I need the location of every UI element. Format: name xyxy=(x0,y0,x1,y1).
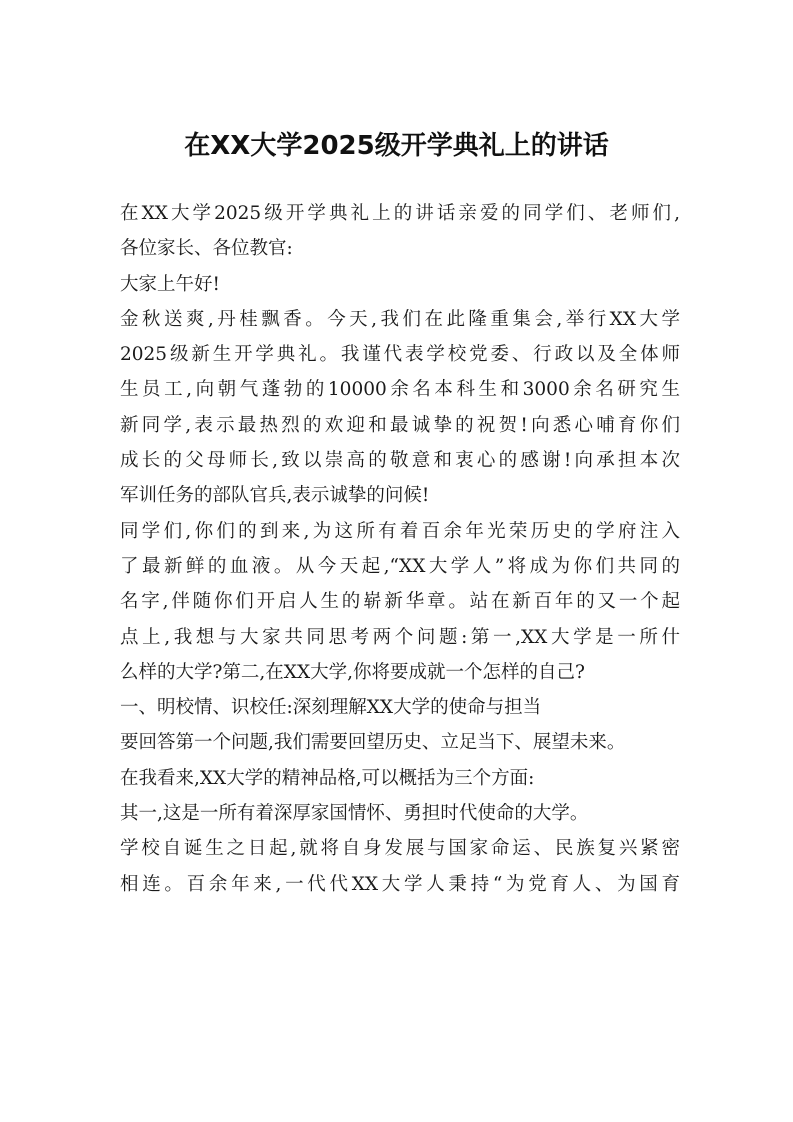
text-line: 点上,我想与大家共同思考两个问题:第一,XX大学是一所什 xyxy=(120,626,680,648)
text-line: 了最新鲜的血液。从今天起,“XX大学人”将成为你们共同的 xyxy=(120,555,680,577)
text-line: 同学们,你们的到来,为这所有着百余年光荣历史的学府注入 xyxy=(120,520,680,542)
text-line: 名字,伴随你们开启人生的崭新华章。站在新百年的又一个起 xyxy=(120,591,680,613)
text-line: 在XX大学2025级开学典礼上的讲话亲爱的同学们、老师们, xyxy=(120,203,680,224)
text-line: 学校自诞生之日起,就将自身发展与国家命运、民族复兴紧密 xyxy=(120,838,680,860)
text-line: 么样的大学?第二,在XX大学,你将要成就一个怎样的自己? xyxy=(120,661,585,683)
document-body xyxy=(120,196,680,902)
text-line: 在我看来,XX大学的精神品格,可以概括为三个方面: xyxy=(120,767,535,789)
text-line: 成长的父母师长,致以崇高的敬意和衷心的感谢!向承担本次 xyxy=(120,450,680,472)
document-title: 在XX大学2025级开学典礼上的讲话 xyxy=(184,131,609,161)
text-line: 其一,这是一所有着深厚家国情怀、勇担时代使命的大学。 xyxy=(120,803,589,825)
text-line: 要回答第一个问题,我们需要回望历史、立足当下、展望未来。 xyxy=(120,732,626,754)
text-line: 2025级新生开学典礼。我谨代表学校党委、行政以及全体师 xyxy=(120,344,680,366)
text-line: 新同学,表示最热烈的欢迎和最诚挚的祝贺!向悉心哺育你们 xyxy=(120,414,680,436)
text-line: 大家上午好! xyxy=(120,273,220,295)
text-line: 一、明校情、识校任:深刻理解XX大学的使命与担当 xyxy=(120,697,542,719)
text-line: 军训任务的部队官兵,表示诚挚的问候! xyxy=(120,485,430,507)
text-line: 相连。百余年来,一代代XX大学人秉持“为党育人、为国育 xyxy=(120,873,680,895)
text-line: 金秋送爽,丹桂飘香。今天,我们在此隆重集会,举行XX大学 xyxy=(120,308,680,330)
text-line: 各位家长、各位教官: xyxy=(120,238,293,260)
text-line: 生员工,向朝气蓬勃的10000余名本科生和3000余名研究生 xyxy=(120,379,680,401)
